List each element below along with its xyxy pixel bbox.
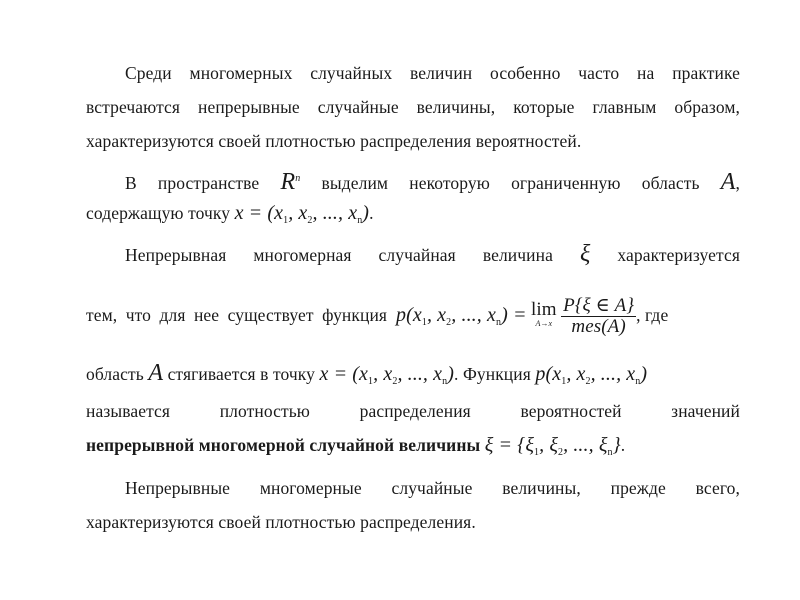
p3-text-b: характеризуется [617,245,740,265]
vector-formula: $\xi = \{\xi_1$, $\xi_2$, ..., $\xi_n$} [484,434,621,458]
p1-line-1: Среди многомерных случайных величин особенно часто на практике [125,63,740,83]
p1-line-2: встречаются непрерывные случайные величины, которые главным образом, [86,97,740,117]
point-formula-2: $x = (x_1$, $x_2$, ..., $x_n$) [319,363,454,387]
p2-text-b: выделим некоторую ограниченную область [321,173,700,193]
density-function: $p(x_1$, $x_2$, ..., $x_n$) [535,363,648,387]
density-formula: $p(x_1$, $x_2$, ..., $x_n$) = [396,304,527,328]
p3-text-e: стягивается в точку [167,364,316,384]
p3-line-2: тем, что для нее существует функция $p(x_1$, $x_2$, ..., $x_n$) = lim A→x $\frac{P\{\xi \in A\}}{\text{mes(A)}}$ , где [86,290,740,340]
p2-line-2: содержащую точку $x = (x_1$, $x_2$, ..., $x_n$). [86,202,740,232]
area-symbol-2: A [148,360,164,386]
p2-line-1: В пространстве $R^n$ выделим некоторую ограниченную область A, [125,169,740,195]
p3-text-a: Непрерывная многомерная случайная величина [125,245,553,265]
space-symbol: $R^n$ [280,169,301,195]
p3-text-f: непрерывной многомерной случайной величины [86,435,481,455]
p4-line-2: характеризуются своей плотностью распределения. [86,512,476,532]
p3-text-c: тем, что для нее существует функция [86,305,388,325]
p3-text-d: область [86,364,144,384]
p2-text-a: В пространстве [125,173,260,193]
p3-line-5: непрерывной многомерной случайной величины $\xi = \{\xi_1$, $\xi_2$, ..., $\xi_n$}. [86,434,740,464]
p1-line-3: характеризуются своей плотностью распределения вероятностей. [86,131,582,151]
area-symbol: A [720,169,736,195]
p4-line-1: Непрерывные многомерные случайные величины, прежде всего, [125,478,740,498]
point-formula: $x = (x_1$, $x_2$, ..., $x_n$) [234,202,370,226]
limit-operator: lim A→x [531,298,557,328]
probability-fraction: $\frac{P\{\xi \in A\}}{\text{mes(A)}}$ [563,295,635,338]
p2-text-c: содержащую точку [86,203,231,223]
p3-line-4: называется плотностью распределения вероятностей значений [86,401,740,421]
p3-line-3: область A стягивается в точку $x = (x_1$, $x_2$, ..., $x_n$). Функция $p(x_1$, $x_2$, ..., $x_n$) [86,362,740,393]
p3-line-1 [125,243,740,266]
xi-symbol: ξ [579,241,591,267]
